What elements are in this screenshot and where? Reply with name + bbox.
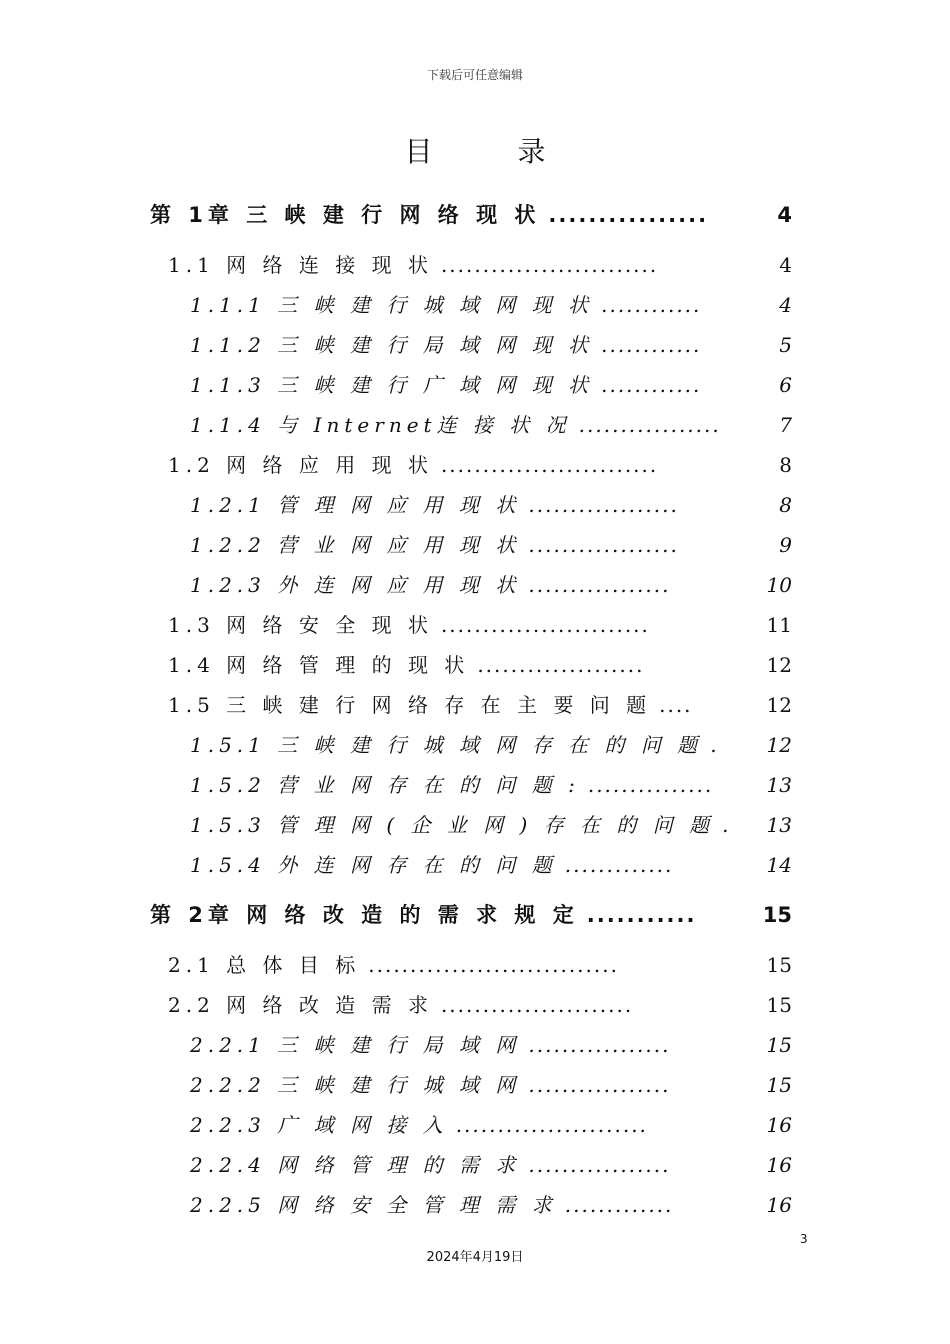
- toc-entry[interactable]: [0, 950, 950, 980]
- toc-entry-label: 1.1 网 络 连 接 现 状: [168, 253, 433, 277]
- toc-entry-page: 7: [779, 413, 792, 437]
- toc-entry-page: 12: [766, 733, 792, 757]
- toc-entry[interactable]: [0, 1190, 950, 1220]
- toc-entry[interactable]: [0, 530, 950, 560]
- toc-entry-label: 第 2章 网 络 改 造 的 需 求 规 定: [150, 903, 579, 927]
- toc-entry[interactable]: [0, 610, 950, 640]
- toc-entry-page: 11: [766, 613, 792, 637]
- toc-entry-label: 1.5.2 营 业 网 存 在 的 问 题 :: [190, 773, 580, 797]
- toc-entry[interactable]: [0, 370, 950, 400]
- toc-entry-leader: ....................: [477, 653, 645, 677]
- toc-entry-page: 4: [779, 293, 792, 317]
- toc-entry-leader: ............: [601, 333, 702, 357]
- toc-entry-page: 15: [762, 903, 792, 927]
- toc-entry-page: 16: [766, 1193, 792, 1217]
- toc-entry-leader: .................: [528, 1153, 671, 1177]
- footer-date: 2024年4月19日: [426, 1250, 524, 1265]
- toc-entry-leader: ...........: [586, 903, 697, 927]
- toc-entry-page: 4: [777, 203, 792, 227]
- toc-entry-leader: ..............................: [368, 953, 619, 977]
- toc-entry[interactable]: [0, 290, 950, 320]
- toc-entry-label: 1.1.4 与 Internet连 接 状 况: [190, 413, 571, 437]
- toc-entry-page: 14: [766, 853, 792, 877]
- toc-entry-label: 2.2.2 三 峡 建 行 城 域 网: [190, 1073, 521, 1097]
- toc-entry-label: 1.2.1 管 理 网 应 用 现 状: [190, 493, 521, 517]
- toc-entry-leader: ..........................: [440, 253, 659, 277]
- toc-entry-leader: .........................: [440, 613, 650, 637]
- toc-entry-page: 12: [766, 693, 792, 717]
- toc-entry-label: 2.2.5 网 络 安 全 管 理 需 求: [190, 1193, 557, 1217]
- toc-entry-page: 8: [779, 493, 792, 517]
- toc-entry-page: 8: [779, 453, 792, 477]
- toc-entry-label: 1.2.3 外 连 网 应 用 现 状: [190, 573, 521, 597]
- toc-entry[interactable]: [0, 490, 950, 520]
- toc-entry-page: 15: [766, 953, 792, 977]
- toc-entry[interactable]: [0, 810, 950, 840]
- toc-title: 目 录: [404, 135, 584, 168]
- toc-entry-label: 2.2.1 三 峡 建 行 局 域 网: [190, 1033, 521, 1057]
- toc-entry-leader: ....: [659, 693, 693, 717]
- toc-entry-leader: ..................: [528, 533, 679, 557]
- toc-entry-label: 1.3 网 络 安 全 现 状: [168, 613, 433, 637]
- toc-entry[interactable]: [0, 410, 950, 440]
- toc-entry-leader: .................: [528, 1073, 671, 1097]
- toc-entry-leader: .................: [528, 573, 671, 597]
- toc-entry-label: 2.2 网 络 改 造 需 求: [168, 993, 433, 1017]
- toc-entry-leader: ................: [548, 203, 709, 227]
- toc-entry-leader: .: [722, 813, 731, 837]
- toc-entry-page: 15: [766, 1073, 792, 1097]
- toc-entry[interactable]: [0, 1030, 950, 1060]
- page-header: 下载后可任意编辑: [426, 68, 523, 82]
- toc-entry-leader: ..........................: [440, 453, 659, 477]
- toc-entry-leader: .................: [528, 1033, 671, 1057]
- toc-entry-page: 12: [766, 653, 792, 677]
- toc-entry-page: 13: [766, 813, 792, 837]
- toc-entry-label: 第 1章 三 峡 建 行 网 络 现 状: [150, 203, 541, 227]
- toc-entry-leader: .............: [564, 853, 674, 877]
- toc-entry-label: 2.1 总 体 目 标: [168, 953, 361, 977]
- toc-entry-page: 16: [766, 1153, 792, 1177]
- toc-entry[interactable]: [0, 770, 950, 800]
- toc-entry[interactable]: [0, 730, 950, 760]
- toc-entry[interactable]: [0, 850, 950, 880]
- toc-entry-page: 15: [766, 993, 792, 1017]
- toc-entry-label: 1.5 三 峡 建 行 网 络 存 在 主 要 问 题: [168, 693, 652, 717]
- page-number: 3: [800, 1232, 808, 1246]
- toc-entry[interactable]: [0, 200, 950, 230]
- toc-entry-label: 1.5.4 外 连 网 存 在 的 问 题: [190, 853, 557, 877]
- toc-entry[interactable]: [0, 1150, 950, 1180]
- toc-entry[interactable]: [0, 900, 950, 930]
- toc-entry-leader: ..................: [528, 493, 679, 517]
- toc-entry-label: 1.5.3 管 理 网 ( 企 业 网 ) 存 在 的 问 题: [190, 813, 715, 837]
- toc-entry[interactable]: [0, 990, 950, 1020]
- toc-entry-label: 1.2.2 营 业 网 应 用 现 状: [190, 533, 521, 557]
- toc-entry-page: 16: [766, 1113, 792, 1137]
- toc-entry[interactable]: [0, 250, 950, 280]
- toc-entry-page: 4: [779, 253, 792, 277]
- toc-entry[interactable]: [0, 570, 950, 600]
- toc-entry-leader: .......................: [455, 1113, 648, 1137]
- toc-entry-label: 2.2.3 广 域 网 接 入: [190, 1113, 448, 1137]
- toc-entry[interactable]: [0, 450, 950, 480]
- toc-entry-label: 1.5.1 三 峡 建 行 城 域 网 存 在 的 问 题: [190, 733, 703, 757]
- toc-entry-label: 1.1.3 三 峡 建 行 广 域 网 现 状: [190, 373, 594, 397]
- toc-entry[interactable]: [0, 1070, 950, 1100]
- toc-entry-page: 10: [766, 573, 792, 597]
- toc-entry-leader: .................: [578, 413, 721, 437]
- toc-entry-page: 5: [779, 333, 792, 357]
- toc-entry-label: 2.2.4 网 络 管 理 的 需 求: [190, 1153, 521, 1177]
- toc-entry-leader: .......................: [440, 993, 634, 1017]
- toc-entry[interactable]: [0, 650, 950, 680]
- toc-entry-leader: .: [710, 733, 719, 757]
- toc-entry-page: 9: [779, 533, 792, 557]
- toc-entry-label: 1.2 网 络 应 用 现 状: [168, 453, 433, 477]
- toc-entry-page: 15: [766, 1033, 792, 1057]
- toc-entry-label: 1.1.2 三 峡 建 行 局 域 网 现 状: [190, 333, 594, 357]
- toc-entry-leader: ...............: [587, 773, 714, 797]
- toc-entry-page: 13: [766, 773, 792, 797]
- toc-entry[interactable]: [0, 690, 950, 720]
- toc-entry-leader: ............: [601, 373, 702, 397]
- toc-entry[interactable]: [0, 1110, 950, 1140]
- toc-entry-label: 1.1.1 三 峡 建 行 城 域 网 现 状: [190, 293, 594, 317]
- toc-entry-page: 6: [779, 373, 792, 397]
- toc-entry[interactable]: [0, 330, 950, 360]
- toc-entry-label: 1.4 网 络 管 理 的 现 状: [168, 653, 470, 677]
- toc-entry-leader: ............: [601, 293, 702, 317]
- toc-entry-leader: .............: [564, 1193, 674, 1217]
